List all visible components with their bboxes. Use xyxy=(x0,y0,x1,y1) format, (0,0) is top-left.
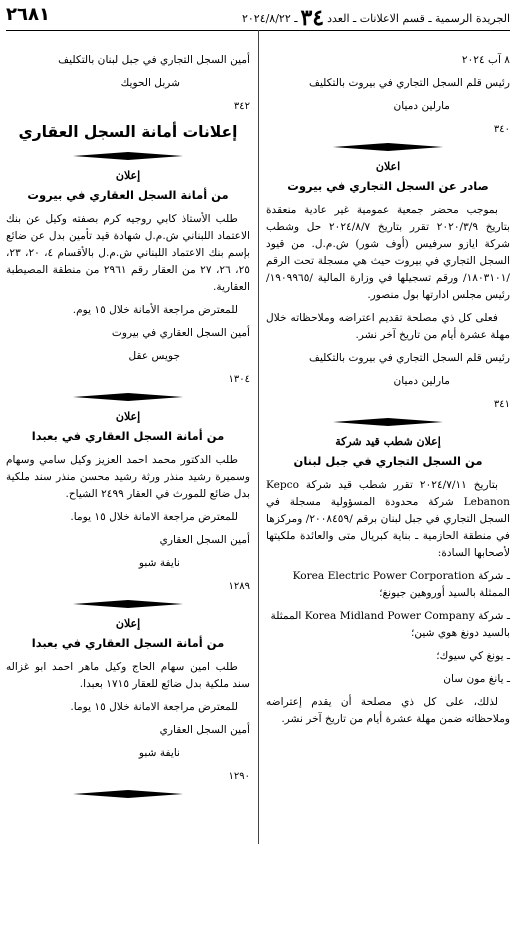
reference-number: ٣٤٢ xyxy=(233,101,250,112)
signer-name: شربل الحويك xyxy=(120,77,180,89)
section-title: إعلانات أمانة السجل العقاري xyxy=(18,123,238,141)
reference-number: ١٢٩٠ xyxy=(228,771,250,782)
owner-item: ـ يونغ كي سيوك؛ xyxy=(436,650,510,662)
signer-title: رئيس قلم السجل التجاري في بيروت بالتكليف xyxy=(308,77,510,89)
notice-subheading: من أمانة السجل العقاري في بعبدا xyxy=(31,636,225,650)
signer-title: أمين السجل العقاري في بيروت xyxy=(111,327,250,339)
issue-number: ٣٤ xyxy=(300,5,325,31)
notice-body: للمعترض مراجعة الأمانة خلال ١٥ يوم. xyxy=(72,304,238,316)
reference-number: ٣٤٠ xyxy=(493,124,510,135)
notice-heading: إعلان xyxy=(115,617,141,630)
left-column xyxy=(6,30,250,934)
signer-title: أمين السجل التجاري في جبل لبنان بالتكليف xyxy=(58,54,250,66)
header-date: ـ ٢٠٢٤/٨/٢٢ xyxy=(241,11,298,25)
signer-title: أمين السجل العقاري xyxy=(159,724,250,736)
divider-ornament xyxy=(6,392,250,402)
notice-subheading: من السجل التجاري في جبل لبنان xyxy=(293,454,483,468)
divider-ornament xyxy=(6,599,250,609)
owner-item: ـ شركة Korea Midland Power Company الممثلة بالسيد دونغ هوي شين؛ xyxy=(270,610,510,639)
notice-subheading: من أمانة السجل العقاري في بعبدا xyxy=(31,429,225,443)
signer-name: نايفة شبو xyxy=(138,557,180,569)
right-column xyxy=(266,30,510,934)
signer-name: مارلين دميان xyxy=(393,375,450,387)
reference-number: ١٢٨٩ xyxy=(228,581,250,592)
owner-item: ـ يانغ مون سان xyxy=(443,673,510,685)
reference-number: ٣٤١ xyxy=(493,399,510,410)
notice-body: للمعترض مراجعة الامانة خلال ١٥ يوما. xyxy=(70,511,238,523)
reference-number: ١٣٠٤ xyxy=(228,374,250,385)
signer-name: مارلين دميان xyxy=(393,100,450,112)
divider-ornament xyxy=(266,417,510,427)
notice-body: بتاريخ ٢٠٢٤/٧/١١ تقرر شطب قيد شركة Kepco Lebanon شركة محدودة المسؤولية مسجلة في السجل التجاري في جبل لبنان برقم /٢٠٠٨٤٥٩/ ومركزها في منطقة الحازمية ـ بناية كبريال متى والعائدة ملكيتها لأصحابها السادة: xyxy=(266,479,510,559)
page-header xyxy=(6,4,510,31)
notice-body: فعلى كل ذي مصلحة تقديم اعتراضه وملاحظاته خلال مهلة عشرة أيام من تاريخ آخر نشر. xyxy=(266,312,510,341)
notice-heading: إعلان xyxy=(115,169,141,182)
notice-body: طلب الأستاذ كابي روجيه كرم بصفته وكيل عن بنك الاعتماد اللبناني ش.م.ل شهادة قيد تأمين بدل عن ضائع بإسم بنك الاعتماد اللبناني ش.م.ل بالأقسام ٤، ٢٠، ٢٣، ٢٥، ٢٦، ٢٧ من العقار رقم ٢٩٦١ من منطقة المصيطبة العقارية. xyxy=(6,213,250,293)
divider-ornament xyxy=(6,789,250,799)
notice-heading: إعلان xyxy=(115,410,141,423)
notice-body: للمعترض مراجعة الامانة خلال ١٥ يوما. xyxy=(70,701,238,713)
notice-body: لذلك، على كل ذي مصلحة أن يقدم إعتراضه وملاحظاته ضمن مهلة عشرة أيام من تاريخ آخر نشر. xyxy=(266,696,510,725)
notice-body: بموجب محضر جمعية عمومية غير عادية منعقدة بتاريخ ٢٠٢٠/٣/٩ تقرر بتاريخ ٢٠٢٤/٨/٧ حل وشطب شركة ايازو سرفيس (أوف شور) ش.م.ل. من قيود السجل التجاري في بيروت حيث هي مسجلة تحت الرقم /١٨٠٣١٠١/ ورقم تسجيلها في وزارة المالية /١٩٠٩٩٦٥/ رئيس مجلس ادارتها بول منصور. xyxy=(266,204,510,301)
signer-name: نايفة شبو xyxy=(138,747,180,759)
owner-item: ـ شركة Korea Electric Power Corporation الممثلة بالسيد أوروهين جيونغ؛ xyxy=(292,570,510,599)
divider-ornament xyxy=(6,151,250,161)
column-separator xyxy=(258,30,259,844)
running-head xyxy=(241,5,510,31)
page-number: ٢٦٨١ xyxy=(6,4,50,25)
notice-heading: اعلان xyxy=(375,160,401,173)
date-line: ٨ آب ٢٠٢٤ xyxy=(461,54,510,66)
divider-ornament xyxy=(266,142,510,152)
notice-subheading: صادر عن السجل التجاري في بيروت xyxy=(287,179,489,193)
notice-body: طلب الدكتور محمد احمد العزيز وكيل سامي وسهام وسميرة رشيد منذر ورثة رشيد محسن منذر سند ملكية بدل ضائع للمورث في العقار ٢٤٩٩ الشياح. xyxy=(6,454,250,500)
notice-subheading: من أمانة السجل العقاري في بيروت xyxy=(27,188,229,202)
signer-title: أمين السجل العقاري xyxy=(159,534,250,546)
signer-name: جويس عقل xyxy=(128,350,180,362)
header-title: الجريدة الرسمية ـ قسم الاعلانات ـ العدد xyxy=(327,11,510,25)
notice-heading: إعلان شطب قيد شركة xyxy=(335,435,441,448)
notice-body: طلب امين سهام الحاج وكيل ماهر احمد ابو غزاله سند ملكية بدل ضائع للعقار ١٧١٥ بعبدا. xyxy=(6,661,250,690)
signer-title: رئيس قلم السجل التجاري في بيروت بالتكليف xyxy=(308,352,510,364)
